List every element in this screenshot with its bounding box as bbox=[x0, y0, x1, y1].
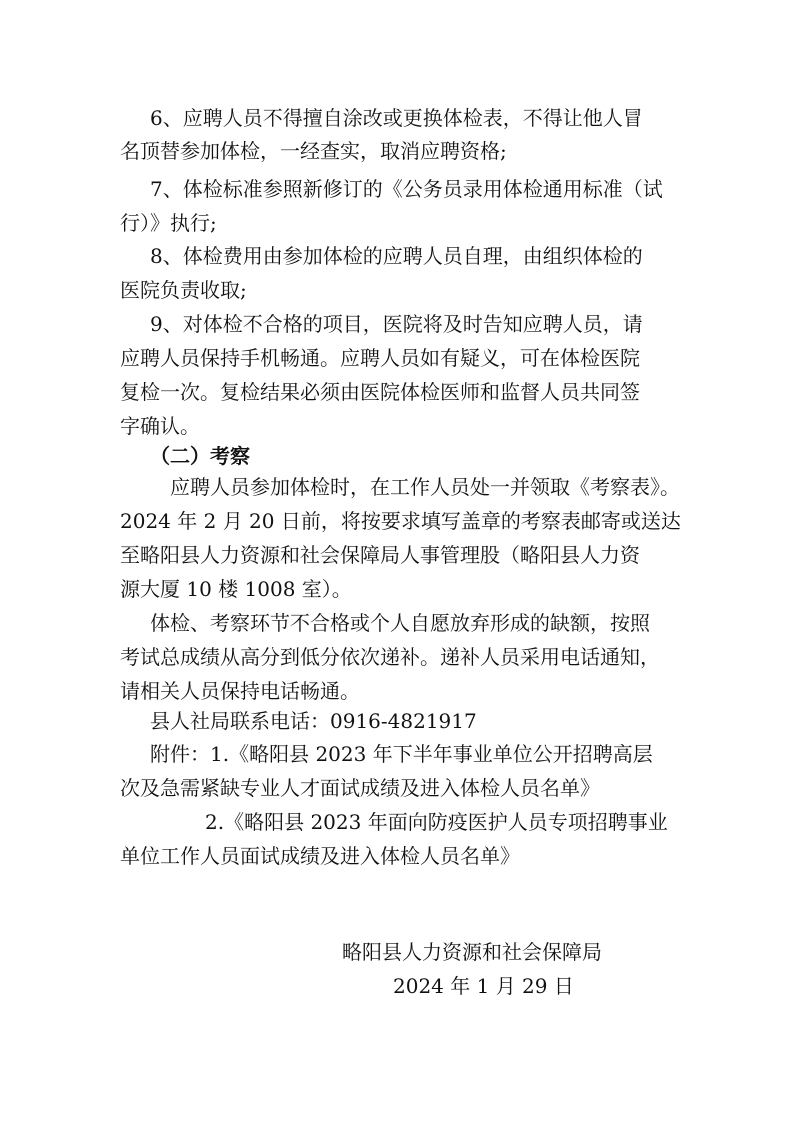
body-line: 行）》执行; bbox=[120, 211, 217, 235]
body-line: 6、应聘人员不得擅自涂改或更换体检表，不得让他人冒 bbox=[150, 106, 643, 130]
body-line: 7、体检标准参照新修订的《公务员录用体检通用标准（试 bbox=[150, 177, 663, 201]
attachment-line: 2.《略阳县 2023 年面向防疫医护人员专项招聘事业 bbox=[205, 810, 668, 834]
section-heading: （二）考察 bbox=[150, 444, 250, 468]
body-line: 字确认。 bbox=[120, 414, 200, 438]
body-line: 至略阳县人力资源和社会保障局人事管理股（略阳县人力资 bbox=[120, 543, 640, 567]
body-line: 应聘人员参加体检时，在工作人员处一并领取《考察表》。 bbox=[170, 475, 680, 499]
body-line: 源大厦 10 楼 1008 室）。 bbox=[120, 577, 352, 601]
body-line: 体检、考察环节不合格或个人自愿放弃形成的缺额，按照 bbox=[150, 611, 650, 635]
body-line: 2024 年 2 月 20 日前，将按要求填写盖章的考察表邮寄或送达 bbox=[120, 509, 681, 533]
body-line: 考试总成绩从高分到低分依次递补。递补人员采用电话通知， bbox=[120, 645, 660, 669]
attachment-line: 附件：1.《略阳县 2023 年下半年事业单位公开招聘高层 bbox=[150, 742, 653, 766]
body-line: 应聘人员保持手机畅通。应聘人员如有疑义，可在体检医院 bbox=[120, 346, 640, 370]
attachment-line: 单位工作人员面试成绩及进入体检人员名单》 bbox=[120, 844, 520, 868]
body-line: 医院负责收取; bbox=[120, 278, 247, 302]
body-line: 8、体检费用由参加体检的应聘人员自理，由组织体检的 bbox=[150, 244, 643, 268]
signature-date: 2024 年 1 月 29 日 bbox=[393, 974, 574, 998]
body-line: 复检一次。复检结果必须由医院体检医师和监督人员共同签 bbox=[120, 380, 640, 404]
contact-line: 县人社局联系电话：0916-4821917 bbox=[150, 709, 477, 733]
signature-organization: 略阳县人力资源和社会保障局 bbox=[342, 940, 602, 964]
body-line: 请相关人员保持电话畅通。 bbox=[120, 679, 360, 703]
body-line: 9、对体检不合格的项目，医院将及时告知应聘人员，请 bbox=[150, 312, 643, 336]
attachment-line: 次及急需紧缺专业人才面试成绩及进入体检人员名单》 bbox=[120, 776, 600, 800]
body-line: 名顶替参加体检，一经查实，取消应聘资格; bbox=[120, 139, 507, 163]
